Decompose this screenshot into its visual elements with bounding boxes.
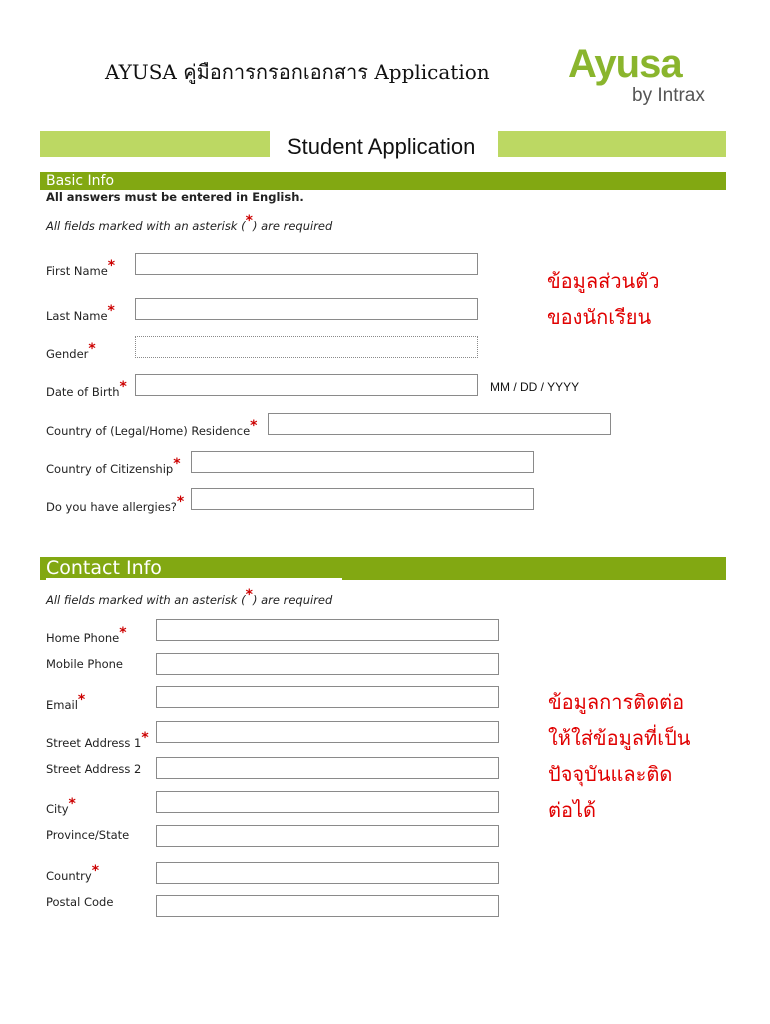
dob-format-hint: MM / DD / YYYY [490, 380, 580, 394]
province-state-label [46, 828, 129, 842]
asterisk: * [245, 587, 253, 603]
basic-info-title: Basic Info [46, 173, 115, 189]
residence-country-label [46, 418, 258, 438]
city-field[interactable] [156, 791, 499, 813]
city-label [46, 796, 76, 816]
required-note-pre: All fields marked with an asterisk ( [46, 219, 246, 233]
band-left-bar [40, 131, 270, 157]
date-of-birth-label [46, 379, 127, 399]
postal-code-field[interactable] [156, 895, 499, 917]
street-address-1-label [46, 730, 149, 750]
required-asterisk: * [107, 303, 115, 319]
annotation-line: ข้อมูลส่วนตัว [547, 269, 660, 293]
street-address-1-field[interactable] [156, 721, 499, 743]
logo-tagline: by Intrax [632, 85, 705, 106]
street-address-2-field[interactable] [156, 757, 499, 779]
field-label-text: Last Name [46, 309, 108, 323]
field-label-text: Postal Code [46, 895, 114, 909]
field-label-text: Street Address 1 [46, 736, 142, 750]
allergies-label [46, 494, 184, 514]
required-note [46, 213, 332, 233]
mobile-phone-field[interactable] [156, 653, 499, 675]
contact-info-annotation [548, 684, 690, 828]
field-label-text: Country of Citizenship [46, 462, 174, 476]
home-phone-field[interactable] [156, 619, 499, 641]
email-label [46, 692, 85, 712]
band-title: Student Application [287, 134, 476, 159]
country-select[interactable] [156, 862, 499, 884]
annotation-line: ต่อได้ [548, 798, 597, 822]
citizenship-country-select[interactable] [191, 451, 534, 473]
first-name-field[interactable] [135, 253, 478, 275]
basic-info-bar [40, 172, 726, 190]
country-label [46, 863, 99, 883]
required-asterisk: * [77, 692, 86, 708]
english-note: All answers must be entered in English. [46, 190, 304, 204]
field-label-text: Gender [46, 347, 89, 361]
gender-label [46, 341, 96, 361]
allergies-select[interactable] [191, 488, 534, 510]
field-label-text: Country of (Legal/Home) Residence [46, 424, 251, 438]
field-label-text: Date of Birth [46, 385, 120, 399]
required-asterisk: * [68, 796, 76, 812]
required-note-post: ) are required [252, 593, 333, 607]
required-note-post: ) are required [252, 219, 333, 233]
ayusa-logo: Ayusa [568, 42, 682, 86]
required-asterisk: * [250, 418, 258, 434]
street-address-2-label [46, 762, 141, 776]
annotation-line: ของนักเรียน [547, 305, 652, 329]
personal-info-annotation [547, 263, 659, 335]
required-asterisk: * [88, 341, 96, 357]
first-name-label [46, 258, 115, 278]
field-label-text: Mobile Phone [46, 657, 124, 671]
mobile-phone-label [46, 657, 123, 671]
required-asterisk: * [119, 379, 127, 395]
required-asterisk: * [119, 625, 127, 641]
asterisk: * [245, 213, 253, 229]
required-note-pre: All fields marked with an asterisk ( [46, 593, 246, 607]
field-label-text: Do you have allergies? [46, 500, 177, 514]
field-label-text: Province/State [46, 828, 130, 842]
province-state-field[interactable] [156, 825, 499, 847]
field-label-text: City [46, 802, 69, 816]
field-label-text: Home Phone [46, 631, 120, 645]
field-label-text: First Name [46, 264, 108, 278]
required-asterisk: * [141, 730, 149, 746]
contact-info-title: Contact Info [46, 557, 162, 579]
required-asterisk: * [173, 456, 181, 472]
field-label-text: Street Address 2 [46, 762, 142, 776]
contact-required-note [46, 587, 332, 607]
required-asterisk: * [91, 863, 100, 879]
field-label-text: Email [46, 698, 78, 712]
document-title: AYUSA คู่มือการกรอกเอกสาร Application [105, 60, 490, 84]
required-asterisk: * [176, 494, 185, 510]
last-name-label [46, 303, 115, 323]
annotation-line: ข้อมูลการติดต่อ [548, 690, 685, 714]
band-right-bar [498, 131, 726, 157]
residence-country-select[interactable] [268, 413, 611, 435]
citizenship-country-label [46, 456, 181, 476]
date-of-birth-field[interactable] [135, 374, 478, 396]
annotation-line: ให้ใส่ข้อมูลที่เป็น [548, 726, 691, 750]
annotation-line: ปัจจุบันและติด [548, 762, 673, 786]
last-name-field[interactable] [135, 298, 478, 320]
required-asterisk: * [107, 258, 116, 274]
home-phone-label [46, 625, 127, 645]
postal-code-label [46, 895, 113, 909]
email-field[interactable] [156, 686, 499, 708]
field-label-text: Country [46, 869, 92, 883]
gender-select[interactable] [135, 336, 478, 358]
